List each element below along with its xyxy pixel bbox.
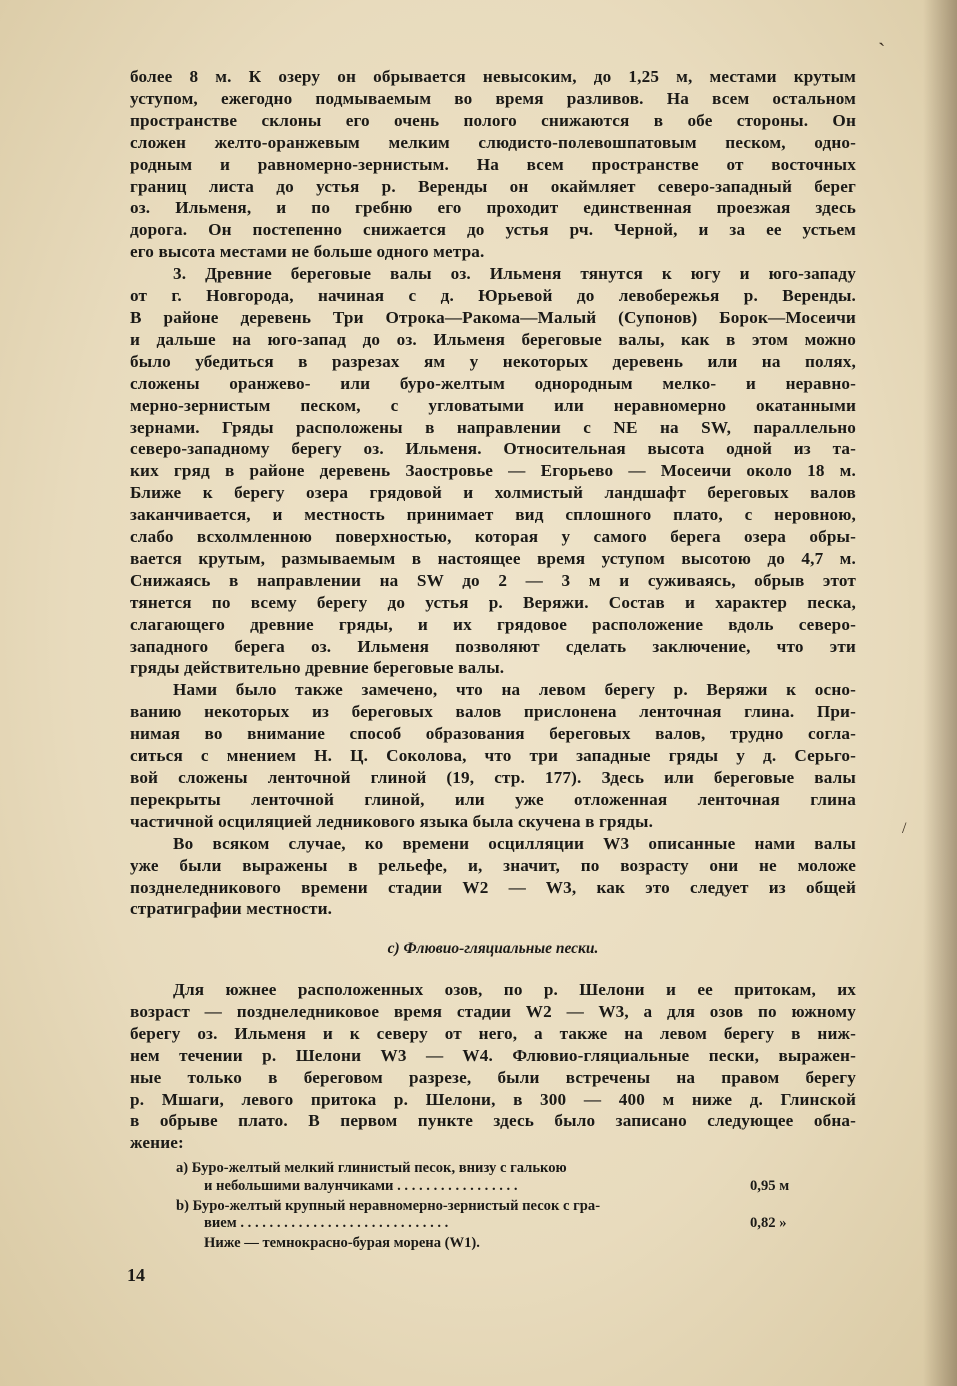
text-line: слабо всхолмленною поверхностью, которая у самого берега озера обры- [130, 527, 856, 547]
text-line: сложены оранжево- или буро-желтым однородным мелко- и неравно- [130, 373, 856, 393]
list-item-value: 0,82 » [750, 1215, 787, 1232]
text-line: и дальше на юго-запад до оз. Ильменя береговые валы, как в этом можно [130, 329, 856, 349]
text-line: родным и равномерно-зернистым. На всем пространстве от восточных [130, 154, 856, 174]
text-line: 3. Древние береговые валы оз. Ильменя тянутся к югу и юго-западу [173, 264, 856, 284]
text-line: Снижаясь в направлении на SW до 2 — 3 м и суживаясь, обрыв этот [130, 570, 856, 590]
text-line: в обрыве плато. В первом пункте здесь было записано следующее обна- [130, 1111, 856, 1131]
main-text [130, 66, 856, 920]
text-line: слагающего древние гряды, и их грядовое расположение вдоль северо- [130, 614, 856, 634]
page-number: 14 [127, 1265, 145, 1285]
text-line: жение: [130, 1133, 184, 1153]
text-line: Во всяком случае, ко времени осцилляции W3 описанные нами валы [173, 833, 856, 853]
text-line: В районе деревень Три Отрока—Ракома—Малый (Супонов) Борок—Мосеичи [130, 307, 856, 327]
list-item-line: и небольшими валунчиками . . . . . . . . . . . . . . . . . [204, 1177, 518, 1194]
text-line: гряды действительно древние береговые валы. [130, 658, 505, 678]
text-line: вается крутым, размываемым в настоящее время уступом высотою до 4,7 м. [130, 548, 856, 568]
text-line: дорога. Он постепенно снижается до устья рч. Черной, и за ее устьем [130, 220, 856, 240]
text-line: перекрыты ленточной глиной, или уже отложенная ленточная глина [130, 789, 856, 809]
text-line: более 8 м. К озеру он обрывается невысоким, до 1,25 м, местами крутым [130, 67, 856, 86]
text-line: сложен желто-оранжевым мелким слюдисто-полевошпатовым песком, одно- [130, 132, 856, 152]
text-line: западного берега оз. Ильменя позволяют сделать заключение, что эти [130, 636, 856, 656]
text-line: уступом, ежегодно подмываемым во время разливов. На всем остальном [130, 88, 856, 108]
text-line: тянется по всему берегу до устья р. Веряжи. Состав и характер песка, [130, 592, 856, 612]
text-line: нимая во внимание способ образования береговых валов, трудно согла- [130, 724, 856, 744]
text-line: позднеледникового времени стадии W2 — W3, как это следует из общей [130, 877, 856, 897]
text-line: ванию некоторых из береговых валов прислонена ленточная глина. При- [130, 702, 856, 722]
text-line: от г. Новгорода, начиная с д. Юрьевой до левобережья р. Веренды. [130, 286, 856, 306]
text-line: уже были выражены в рельефе, и, значит, по возрасту они не моложе [130, 855, 856, 875]
text-line: было убедиться в разрезах ям у некоторых деревень или на полях, [130, 351, 856, 371]
text-line: его высота местами не больше одного метра. [130, 242, 485, 262]
text-line: Ближе к берегу озера грядовой и холмистый ландшафт береговых валов [130, 483, 856, 503]
text-line: нем течении р. Шелони W3 — W4. Флювио-гляциальные пески, выражен- [130, 1045, 856, 1065]
section-heading: c) Флювио-гляциальные пески. [387, 940, 599, 957]
text-line: стратиграфии местности. [130, 899, 333, 919]
text-line: ситься с мнением Н. Ц. Соколова, что три западные гряды у д. Серьго- [130, 746, 856, 766]
text-line: ные только в береговом разрезе, были встречены на правом берегу [130, 1067, 856, 1087]
outcrop-list [176, 1160, 816, 1253]
list-footer: Ниже — темнокрасно-бурая морена (W1). [204, 1235, 480, 1252]
list-item [176, 1160, 816, 1196]
text-line: северо-западному берегу оз. Ильменя. Относительная высота одной из та- [130, 439, 856, 459]
text-line: частичной осциляцией ледникового языка была скучена в гряды. [130, 811, 654, 831]
text-line: границ листа до устья р. Веренды он окаймляет северо-западный берег [130, 176, 856, 196]
text-line: ких гряд в районе деревень Заостровье — Егорьево — Мосеичи около 18 м. [130, 461, 856, 481]
text-line: возраст — позднеледниковое время стадии W2 — W3, а для озов по южному [130, 1001, 856, 1021]
print-speck: ˋ [878, 38, 886, 63]
text-line: оз. Ильменя, и по гребню его проходит единственная проезжая здесь [130, 198, 856, 218]
text-line: пространстве склоны его очень полого снижаются в обе стороны. Он [130, 110, 856, 130]
list-item-line: вием . . . . . . . . . . . . . . . . . . . . . . . . . . . . . [204, 1215, 449, 1232]
section-text [130, 979, 856, 1154]
print-speck: / [902, 820, 907, 837]
text-line: мерно-зернистым песком, с угловатыми или неравномерно окатанными [130, 395, 856, 415]
text-line: берегу оз. Ильменя и к северу от него, а также на левом берегу в ниж- [130, 1023, 856, 1043]
list-item-value: 0,95 м [750, 1177, 790, 1194]
text-line: р. Мшаги, левого притока р. Шелони, в 300 — 400 м ниже д. Глинской [130, 1089, 856, 1109]
text-line: заканчивается, и местность принимает вид сплошного плато, с неровною, [130, 505, 856, 525]
list-item-line: a) Буро-желтый мелкий глинистый песок, внизу с галькою [176, 1160, 567, 1176]
list-item [176, 1198, 816, 1234]
text-line: зернами. Гряды расположены в направлении с NE на SW, параллельно [130, 417, 856, 437]
text-line: вой сложены ленточной глиной (19, стр. 177). Здесь или береговые валы [130, 768, 856, 787]
text-line: Для южнее расположенных озов, по р. Шелони и ее притокам, их [173, 980, 856, 999]
list-item-line: b) Буро-желтый крупный неравномерно-зернистый песок с гра- [176, 1197, 601, 1214]
text-line: Нами было также замечено, что на левом берегу р. Веряжи к осно- [173, 680, 856, 700]
